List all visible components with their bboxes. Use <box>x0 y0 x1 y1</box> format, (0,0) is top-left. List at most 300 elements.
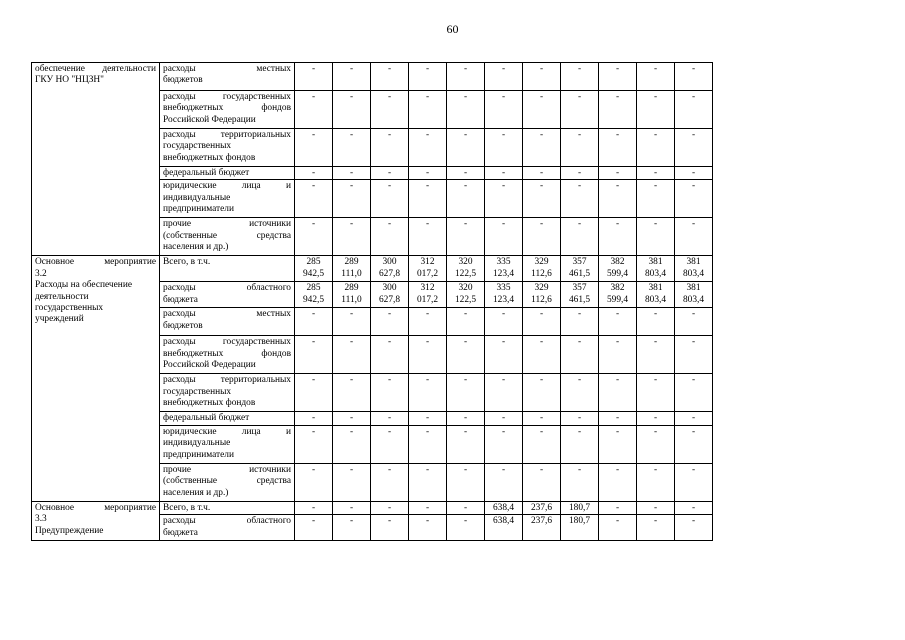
value-cell <box>561 256 599 282</box>
value-cell <box>561 91 599 129</box>
value-cell <box>523 256 561 282</box>
value-cell <box>675 308 713 336</box>
value-cell <box>485 515 523 541</box>
cell-value: - <box>577 426 582 437</box>
funding-source-line: Российской Федерации <box>163 360 256 371</box>
value-cell <box>675 425 713 463</box>
cell-value: - <box>425 181 430 192</box>
value-cell <box>409 218 447 256</box>
value-cell <box>675 282 713 308</box>
value-cell <box>599 374 637 412</box>
funding-source-line: индивидуальные <box>163 192 231 203</box>
cell-value: 312 017,2 <box>416 257 439 279</box>
value-cell <box>485 336 523 374</box>
cell-value: - <box>691 309 696 320</box>
cell-value: - <box>539 64 544 74</box>
cell-value: - <box>539 413 544 424</box>
value-cell <box>295 501 333 514</box>
cell-value: - <box>615 516 620 527</box>
value-cell <box>295 282 333 308</box>
cell-value: - <box>349 426 354 437</box>
funding-source-line: юридические лица и <box>163 181 291 192</box>
cell-value: 381 803,4 <box>644 257 667 279</box>
cell-value: 289 111,0 <box>341 283 362 305</box>
cell-value: - <box>387 219 392 230</box>
value-cell <box>637 63 675 91</box>
cell-value: 335 123,4 <box>492 283 515 305</box>
funding-source-line: бюджетов <box>163 75 203 86</box>
cell-value: - <box>311 502 316 513</box>
cell-value: - <box>577 64 582 74</box>
value-cell <box>523 501 561 514</box>
funding-source-line: прочие источники <box>163 464 291 475</box>
value-cell <box>675 463 713 501</box>
cell-value: 329 112,6 <box>531 257 552 279</box>
cell-value: - <box>425 502 430 513</box>
value-cell <box>371 167 409 180</box>
value-cell <box>485 282 523 308</box>
value-cell <box>599 129 637 167</box>
value-cell <box>523 374 561 412</box>
funding-source-line: внебюджетных фондов <box>163 348 291 359</box>
cell-value: - <box>615 337 620 348</box>
value-cell <box>333 63 371 91</box>
value-cell <box>295 218 333 256</box>
cell-value: - <box>501 168 506 178</box>
funding-source-line: расходы государственных <box>163 92 291 102</box>
cell-value: 320 122,5 <box>454 283 477 305</box>
cell-value: - <box>463 375 468 386</box>
cell-value: - <box>539 130 544 140</box>
value-cell <box>637 374 675 412</box>
value-cell <box>599 515 637 541</box>
value-cell <box>599 63 637 91</box>
value-cell <box>295 256 333 282</box>
funding-source-line: расходы местных <box>163 64 291 74</box>
cell-value: - <box>463 464 468 475</box>
value-cell <box>637 91 675 129</box>
cell-value: - <box>615 92 620 102</box>
cell-value: - <box>463 337 468 348</box>
cell-value: - <box>387 130 392 140</box>
cell-value: - <box>349 130 354 140</box>
funding-source-line: Российской Федерации <box>163 114 256 125</box>
activity-line: 3.2 <box>35 268 47 279</box>
cell-value: 237,6 <box>530 502 553 513</box>
value-cell <box>599 501 637 514</box>
cell-value: - <box>539 92 544 102</box>
cell-value: - <box>653 309 658 320</box>
funding-source-cell <box>160 129 295 167</box>
funding-source-line: внебюджетных фондов <box>163 103 291 114</box>
cell-value: - <box>425 130 430 140</box>
value-cell <box>447 374 485 412</box>
value-cell <box>447 91 485 129</box>
value-cell <box>371 308 409 336</box>
value-cell <box>523 336 561 374</box>
value-cell <box>447 282 485 308</box>
budget-table <box>31 62 713 541</box>
cell-value: - <box>615 130 620 140</box>
cell-value: - <box>349 502 354 513</box>
cell-value: - <box>349 516 354 527</box>
cell-value: - <box>691 219 696 230</box>
value-cell <box>523 91 561 129</box>
cell-value: - <box>615 375 620 386</box>
value-cell <box>371 463 409 501</box>
value-cell <box>409 256 447 282</box>
value-cell <box>333 501 371 514</box>
funding-source-cell <box>160 463 295 501</box>
cell-value: - <box>615 219 620 230</box>
value-cell <box>485 501 523 514</box>
funding-source-line: Всего, в т.ч. <box>163 502 211 513</box>
cell-value: 285 942,5 <box>302 283 325 305</box>
cell-value: - <box>691 64 696 74</box>
value-cell <box>295 463 333 501</box>
cell-value: - <box>577 219 582 230</box>
value-cell <box>675 256 713 282</box>
table-body <box>32 63 713 541</box>
value-cell <box>409 167 447 180</box>
value-cell <box>637 463 675 501</box>
funding-source-cell <box>160 374 295 412</box>
cell-value: 289 111,0 <box>341 257 362 279</box>
funding-source-line: государственных <box>163 141 232 152</box>
funding-source-cell <box>160 412 295 425</box>
cell-value: - <box>615 426 620 437</box>
value-cell <box>485 180 523 218</box>
value-cell <box>447 256 485 282</box>
cell-value: - <box>425 64 430 74</box>
value-cell <box>523 425 561 463</box>
cell-value: 381 803,4 <box>682 283 705 305</box>
funding-source-line: бюджетов <box>163 320 203 331</box>
cell-value: - <box>349 375 354 386</box>
value-cell <box>409 129 447 167</box>
cell-value: - <box>539 464 544 475</box>
value-cell <box>561 180 599 218</box>
cell-value: - <box>653 219 658 230</box>
value-cell <box>295 336 333 374</box>
cell-value: - <box>501 413 506 424</box>
value-cell <box>447 180 485 218</box>
value-cell <box>675 412 713 425</box>
cell-value: - <box>615 464 620 475</box>
value-cell <box>371 218 409 256</box>
cell-value: - <box>577 413 582 424</box>
value-cell <box>409 91 447 129</box>
value-cell <box>447 412 485 425</box>
value-cell <box>599 91 637 129</box>
cell-value: - <box>653 516 658 527</box>
value-cell <box>561 218 599 256</box>
value-cell <box>447 425 485 463</box>
activity-line: 3.3 <box>35 514 47 525</box>
cell-value: - <box>691 337 696 348</box>
cell-value: - <box>463 130 468 140</box>
value-cell <box>447 167 485 180</box>
cell-value: - <box>463 426 468 437</box>
cell-value: - <box>501 64 506 74</box>
value-cell <box>447 463 485 501</box>
value-cell <box>523 218 561 256</box>
cell-value: - <box>653 181 658 192</box>
funding-source-line: прочие источники <box>163 219 291 230</box>
cell-value: - <box>615 168 620 178</box>
value-cell <box>637 129 675 167</box>
activity-line: ГКУ НО "НЦЗН" <box>35 75 105 86</box>
value-cell <box>675 374 713 412</box>
cell-value: 180,7 <box>568 502 591 513</box>
value-cell <box>637 308 675 336</box>
value-cell <box>561 167 599 180</box>
value-cell <box>333 218 371 256</box>
value-cell <box>371 412 409 425</box>
cell-value: 357 461,5 <box>568 283 591 305</box>
funding-source-line: внебюджетных фондов <box>163 398 256 409</box>
cell-value: - <box>691 464 696 475</box>
value-cell <box>371 282 409 308</box>
value-cell <box>409 336 447 374</box>
cell-value: 320 122,5 <box>454 257 477 279</box>
activity-line: деятельности <box>35 291 89 302</box>
cell-value: - <box>653 64 658 74</box>
funding-source-line: населения и др.) <box>163 242 229 253</box>
cell-value: - <box>349 64 354 74</box>
cell-value: - <box>501 181 506 192</box>
funding-source-cell <box>160 167 295 180</box>
funding-source-cell <box>160 501 295 514</box>
value-cell <box>333 374 371 412</box>
value-cell <box>561 463 599 501</box>
value-cell <box>371 180 409 218</box>
cell-value: 638,4 <box>492 516 515 527</box>
value-cell <box>447 129 485 167</box>
cell-value: - <box>349 309 354 320</box>
cell-value: - <box>615 181 620 192</box>
funding-source-line: расходы территориальных <box>163 130 291 140</box>
cell-value: - <box>349 92 354 102</box>
value-cell <box>485 308 523 336</box>
cell-value: - <box>311 181 316 192</box>
funding-source-line: бюджета <box>163 527 198 538</box>
value-cell <box>637 412 675 425</box>
value-cell <box>599 167 637 180</box>
value-cell <box>561 412 599 425</box>
value-cell <box>295 308 333 336</box>
table-row <box>32 501 713 514</box>
cell-value: - <box>387 413 392 424</box>
value-cell <box>675 167 713 180</box>
cell-value: - <box>311 130 316 140</box>
funding-source-line: расходы областного <box>163 516 291 527</box>
cell-value: 638,4 <box>492 502 515 513</box>
cell-value: - <box>425 426 430 437</box>
funding-source-line: расходы местных <box>163 309 291 320</box>
value-cell <box>675 63 713 91</box>
value-cell <box>637 515 675 541</box>
cell-value: - <box>349 219 354 230</box>
value-cell <box>333 256 371 282</box>
cell-value: - <box>691 413 696 424</box>
cell-value: - <box>463 168 468 178</box>
activity-line: учреждений <box>35 314 84 325</box>
value-cell <box>599 336 637 374</box>
cell-value: - <box>577 337 582 348</box>
funding-source-line: Всего, в т.ч. <box>163 257 211 268</box>
cell-value: - <box>311 464 316 475</box>
value-cell <box>409 63 447 91</box>
value-cell <box>485 167 523 180</box>
funding-source-line: бюджета <box>163 294 198 305</box>
cell-value: - <box>387 64 392 74</box>
funding-source-cell <box>160 91 295 129</box>
value-cell <box>447 308 485 336</box>
cell-value: - <box>387 516 392 527</box>
value-cell <box>599 463 637 501</box>
value-cell <box>675 91 713 129</box>
cell-value: - <box>387 464 392 475</box>
cell-value: - <box>349 413 354 424</box>
value-cell <box>447 515 485 541</box>
cell-value: 335 123,4 <box>492 257 515 279</box>
cell-value: - <box>463 309 468 320</box>
cell-value: - <box>539 337 544 348</box>
value-cell <box>599 180 637 218</box>
cell-value: - <box>425 375 430 386</box>
value-cell <box>637 256 675 282</box>
value-cell <box>295 180 333 218</box>
cell-value: - <box>463 64 468 74</box>
cell-value: - <box>425 92 430 102</box>
activity-line: Расходы на обеспечение <box>35 280 132 291</box>
funding-source-cell <box>160 218 295 256</box>
value-cell <box>447 63 485 91</box>
activity-cell <box>32 256 160 501</box>
cell-value: - <box>501 130 506 140</box>
value-cell <box>523 180 561 218</box>
value-cell <box>675 501 713 514</box>
value-cell <box>523 167 561 180</box>
cell-value: - <box>653 375 658 386</box>
value-cell <box>447 336 485 374</box>
cell-value: - <box>349 168 354 178</box>
value-cell <box>561 515 599 541</box>
cell-value: - <box>425 464 430 475</box>
value-cell <box>523 463 561 501</box>
cell-value: - <box>577 464 582 475</box>
funding-source-line: (собственные средства <box>163 476 291 487</box>
cell-value: - <box>501 464 506 475</box>
cell-value: - <box>691 130 696 140</box>
cell-value: - <box>653 464 658 475</box>
value-cell <box>333 425 371 463</box>
value-cell <box>561 63 599 91</box>
cell-value: - <box>311 375 316 386</box>
value-cell <box>333 308 371 336</box>
cell-value: - <box>311 426 316 437</box>
value-cell <box>523 129 561 167</box>
cell-value: - <box>577 130 582 140</box>
value-cell <box>637 167 675 180</box>
cell-value: 357 461,5 <box>568 257 591 279</box>
value-cell <box>371 129 409 167</box>
funding-source-line: расходы государственных <box>163 337 291 348</box>
value-cell <box>371 515 409 541</box>
cell-value: - <box>311 168 316 178</box>
cell-value: 381 803,4 <box>682 257 705 279</box>
value-cell <box>333 336 371 374</box>
cell-value: - <box>501 219 506 230</box>
value-cell <box>523 282 561 308</box>
cell-value: - <box>387 181 392 192</box>
cell-value: - <box>463 92 468 102</box>
cell-value: - <box>349 464 354 475</box>
cell-value: - <box>577 309 582 320</box>
value-cell <box>333 180 371 218</box>
value-cell <box>485 412 523 425</box>
funding-source-line: (собственные средства <box>163 230 291 241</box>
cell-value: - <box>425 219 430 230</box>
value-cell <box>295 515 333 541</box>
value-cell <box>295 374 333 412</box>
funding-source-line: государственных <box>163 386 232 397</box>
cell-value: 300 627,8 <box>378 283 401 305</box>
value-cell <box>637 218 675 256</box>
cell-value: - <box>311 309 316 320</box>
cell-value: - <box>539 426 544 437</box>
value-cell <box>371 501 409 514</box>
value-cell <box>333 515 371 541</box>
cell-value: - <box>387 309 392 320</box>
funding-source-cell <box>160 515 295 541</box>
funding-source-cell <box>160 63 295 91</box>
value-cell <box>333 463 371 501</box>
value-cell <box>409 374 447 412</box>
funding-source-line: индивидуальные <box>163 438 231 449</box>
cell-value: 312 017,2 <box>416 283 439 305</box>
activity-line: обеспечение деятельности <box>35 64 156 74</box>
cell-value: - <box>615 502 620 513</box>
cell-value: - <box>577 375 582 386</box>
cell-value: - <box>311 516 316 527</box>
cell-value: - <box>501 337 506 348</box>
cell-value: - <box>653 130 658 140</box>
cell-value: - <box>539 309 544 320</box>
value-cell <box>561 282 599 308</box>
value-cell <box>485 218 523 256</box>
value-cell <box>333 282 371 308</box>
value-cell <box>675 129 713 167</box>
funding-source-cell <box>160 256 295 282</box>
cell-value: - <box>577 168 582 178</box>
activity-line: Основное мероприятие <box>35 257 156 268</box>
funding-source-line: предприниматели <box>163 449 235 460</box>
cell-value: - <box>691 426 696 437</box>
funding-source-line: юридические лица и <box>163 426 291 437</box>
value-cell <box>447 501 485 514</box>
cell-value: - <box>653 337 658 348</box>
cell-value: - <box>653 502 658 513</box>
funding-source-line: внебюджетных фондов <box>163 152 256 163</box>
value-cell <box>523 308 561 336</box>
cell-value: - <box>311 337 316 348</box>
cell-value: - <box>425 516 430 527</box>
cell-value: - <box>653 168 658 178</box>
cell-value: - <box>425 168 430 178</box>
value-cell <box>409 180 447 218</box>
